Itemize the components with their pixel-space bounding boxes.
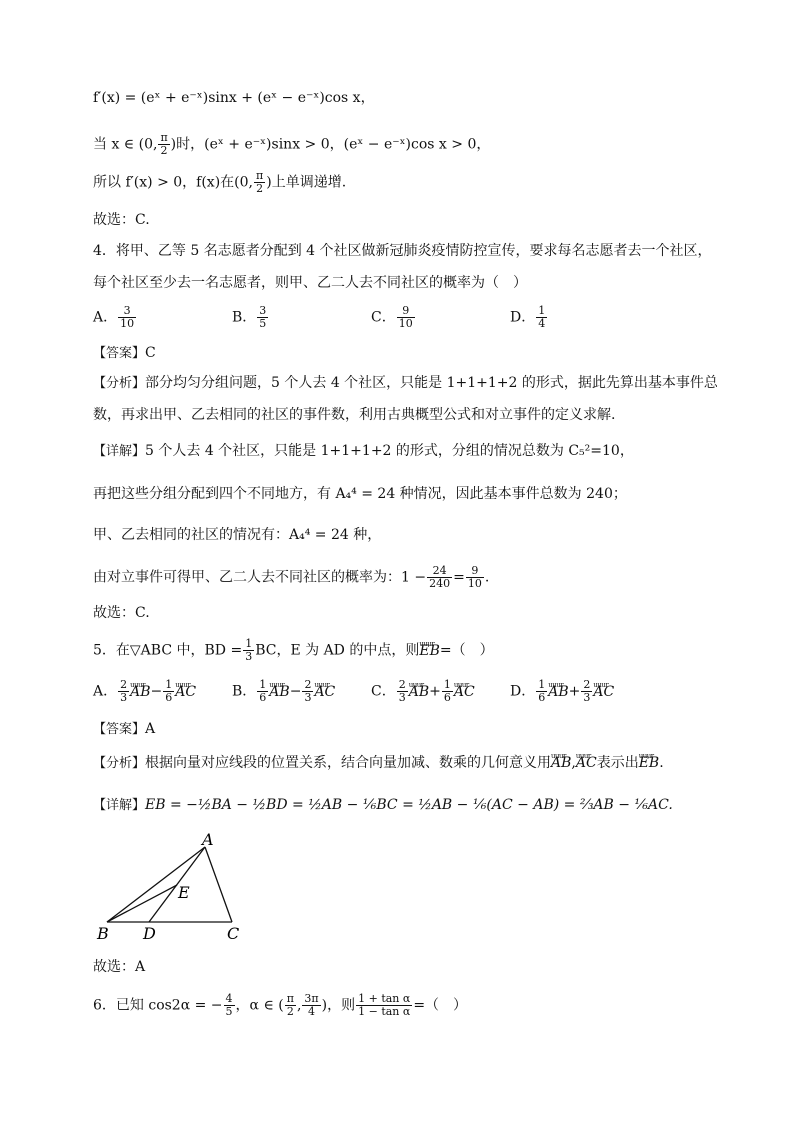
text: )时，(eˣ + e⁻ˣ)sinx > 0，(eˣ − e⁻ˣ)cos x > 0， xyxy=(170,136,491,153)
label-d: D xyxy=(143,924,156,943)
q4-option-a: A． $\frac{3}{10}$ xyxy=(93,304,135,330)
segment-ac xyxy=(205,847,232,922)
analysis-tag: 【分析】 xyxy=(93,376,146,391)
q4-analysis-line1: 【分析】部分均匀分组问题，5 个人去 4 个社区，只能是 1+1+1+2 的形式，据此先算出基本事件总 xyxy=(93,375,718,391)
q5-option-a: A． $\frac{2}{3}$ uuur AB− $\frac{1}{6}$ uuur AC xyxy=(93,679,196,704)
fraction: $\frac{3}{5}$ xyxy=(259,304,267,330)
solution-line-derivative: f′(x) = (eˣ + e⁻ˣ)sinx + (eˣ − e⁻ˣ)cos x， xyxy=(93,90,375,106)
q4-stem-line1: 4．将甲、乙等 5 名志愿者分配到 4 个社区做新冠肺炎疫情防控宣传，要求每名志愿者去一个社区， xyxy=(93,243,712,259)
q4-detail-line2: 再把这些分组分配到四个不同地方，有 A₄⁴ = 24 种情况，因此基本事件总数为 240； xyxy=(93,486,627,502)
solution-line-monotonic xyxy=(93,170,346,195)
q5-option-b: B． $\frac{1}{6}$ uuur AB− $\frac{2}{3}$ uuur AC xyxy=(232,679,335,704)
text: )上单调递增. xyxy=(266,174,347,191)
fraction: $\frac{24}{240}$ xyxy=(429,564,451,590)
triangle-figure xyxy=(92,830,252,945)
fraction: $\frac{1}{6}$ xyxy=(538,678,546,704)
label-e: E xyxy=(178,883,190,902)
fraction: $\frac{2}{3}$ xyxy=(120,678,128,704)
vector: uuur EB xyxy=(419,641,440,661)
fraction: $\frac{3}{10}$ xyxy=(120,304,135,330)
analysis-tag: 【分析】 xyxy=(93,756,146,771)
detail-tag: 【详解】 xyxy=(93,798,146,813)
answer-value: A xyxy=(145,721,156,737)
fraction: $\frac{1}{6}$ xyxy=(443,678,451,704)
answer-tag: 【答案】 xyxy=(93,722,146,737)
q4-detail-line1: 【详解】5 个人去 4 个社区，只能是 1+1+1+2 的形式，分组的情况总数为 C₅²=10， xyxy=(93,443,634,459)
q6-stem: 6．已知 cos2α = − $\frac{4}{5}$ ，α ∈ ( $\frac{\pi}{2}$ , $\frac{3\pi}{4}$ )，则 $\frac{\text{1 + tan α}}{\text{1 − tan α}}$ =（ ） xyxy=(93,992,468,1018)
fraction: $\frac{2}{3}$ xyxy=(583,678,591,704)
fraction: $\frac{\text{1 + tan α}}{\text{1 − tan α}}$ xyxy=(358,992,411,1018)
fraction: $\frac{1}{6}$ xyxy=(259,678,267,704)
q5-analysis: 【分析】根据向量对应线段的位置关系，结合向量加减、数乘的几何意义用uuur AB,uuur AC表示出uuur EB. xyxy=(93,753,664,774)
fraction: $\frac{3\pi}{4}$ xyxy=(304,992,319,1018)
fraction: $\frac{\pi}{2}$ xyxy=(160,131,168,157)
fraction: $\frac{4}{5}$ xyxy=(225,992,233,1018)
fraction: $\frac{2}{3}$ xyxy=(398,678,406,704)
detail-tag: 【详解】 xyxy=(93,444,146,459)
q4-detail-line4: 由对立事件可得甲、乙二人去不同社区的概率为：1 − $\frac{24}{240}$ = $\frac{9}{10}$ . xyxy=(93,564,490,590)
q4-analysis-line2: 数，再求出甲、乙去相同的社区的事件数，利用古典概型公式和对立事件的定义求解. xyxy=(93,407,616,423)
fraction: $\frac{\pi}{2}$ xyxy=(286,992,294,1018)
q4-answer xyxy=(93,343,156,364)
fraction: $\frac{2}{3}$ xyxy=(304,678,312,704)
q5-choose: 故选：A xyxy=(93,959,146,975)
q4-choose: 故选：C. xyxy=(93,605,150,621)
choose-line: 故选：C. xyxy=(93,212,150,228)
label-b: B xyxy=(97,924,109,943)
answer-value: C xyxy=(145,345,156,361)
fraction: $\frac{1}{6}$ xyxy=(165,678,173,704)
fraction: $\frac{1}{3}$ xyxy=(245,637,253,663)
solution-line-interval xyxy=(93,132,490,157)
q4-detail-line3: 甲、乙去相同的社区的情况有：A₄⁴ = 24 种， xyxy=(93,527,382,543)
q4-option-d: D． $\frac{1}{4}$ xyxy=(510,304,546,330)
label-c: C xyxy=(227,924,240,943)
q5-stem: 5．在▽ABC 中，BD = $\frac{1}{3}$ BC，E 为 AD 的中点，则uuur EB=（ ） xyxy=(93,638,494,663)
segment-be xyxy=(107,885,177,922)
q5-detail: 【详解】EB = −½BA − ½BD = ½AB − ⅙BC = ½AB − ⅙(AC − AB) = ⅔AB − ⅙AC. xyxy=(93,797,673,813)
q4-stem-line2: 每个社区至少去一名志愿者，则甲、乙二人去不同社区的概率为（ ） xyxy=(93,275,527,291)
q4-option-c: C． $\frac{9}{10}$ xyxy=(371,304,413,330)
text: 所以 f′(x) > 0，f(x)在(0, xyxy=(93,174,253,191)
q5-option-c: C． $\frac{2}{3}$ uuur AB+ $\frac{1}{6}$ uuur AC xyxy=(371,679,475,704)
text: 当 x ∈ (0, xyxy=(93,136,158,153)
q5-option-d: D． $\frac{1}{6}$ uuur AB+ $\frac{2}{3}$ uuur AC xyxy=(510,679,614,704)
label-a: A xyxy=(202,830,214,849)
q4-option-b: B． $\frac{3}{5}$ xyxy=(232,304,267,330)
segment-ab xyxy=(107,847,205,922)
answer-tag: 【答案】 xyxy=(93,346,146,361)
segment-ad xyxy=(149,847,205,922)
fraction: $\frac{9}{10}$ xyxy=(398,304,413,330)
q5-answer xyxy=(93,719,155,740)
fraction: $\frac{9}{10}$ xyxy=(467,564,482,590)
fraction: $\frac{1}{4}$ xyxy=(538,304,546,330)
fraction: $\frac{\pi}{2}$ xyxy=(256,169,264,195)
